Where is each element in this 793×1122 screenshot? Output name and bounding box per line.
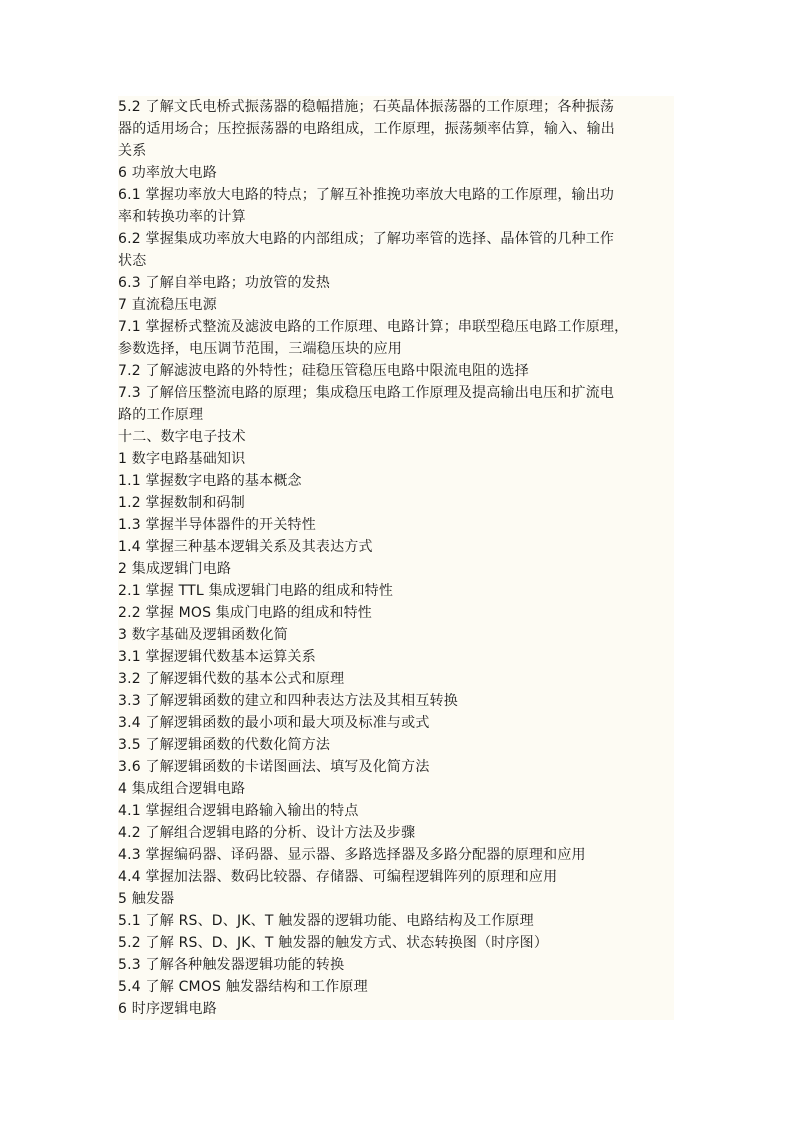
text-line: 1.3 掌握半导体器件的开关特性 (118, 517, 316, 533)
text-line: 7.1 掌握桥式整流及滤波电路的工作原理、电路计算；串联型稳压电路工作原理， (118, 319, 629, 335)
text-line: 参数选择，电压调节范围，三端稳压块的应用 (118, 341, 402, 357)
text-line: 1.4 掌握三种基本逻辑关系及其表达方式 (118, 539, 373, 555)
section-heading: 4 集成组合逻辑电路 (118, 781, 246, 797)
text-line: 5.2 了解文氏电桥式振荡器的稳幅措施；石英晶体振荡器的工作原理；各种振荡 (118, 99, 615, 115)
text-line: 2.1 掌握 TTL 集成逻辑门电路的组成和特性 (118, 583, 394, 599)
section-heading: 1 数字电路基础知识 (118, 451, 246, 467)
text-line: 1.1 掌握数字电路的基本概念 (118, 473, 302, 489)
text-line: 6.3 了解自举电路；功放管的发热 (118, 275, 331, 291)
text-line: 状态 (118, 253, 147, 269)
text-line: 3.1 掌握逻辑代数基本运算关系 (118, 649, 316, 665)
text-line: 5.3 了解各种触发器逻辑功能的转换 (118, 957, 345, 973)
text-line: 7.2 了解滤波电路的外特性；硅稳压管稳压电路中限流电阻的选择 (118, 363, 529, 379)
section-heading: 5 触发器 (118, 891, 175, 907)
text-line: 3.2 了解逻辑代数的基本公式和原理 (118, 671, 345, 687)
text-line: 3.5 了解逻辑函数的代数化简方法 (118, 737, 331, 753)
section-heading: 3 数字基础及逻辑函数化简 (118, 627, 288, 643)
text-line: 器的适用场合；压控振荡器的电路组成，工作原理，振荡频率估算，输入、输出 (118, 121, 615, 137)
document-page (118, 96, 674, 1020)
chapter-heading: 十二、数字电子技术 (118, 429, 246, 445)
text-line: 路的工作原理 (118, 407, 204, 423)
text-line: 5.2 了解 RS、D、JK、T 触发器的触发方式、状态转换图（时序图） (118, 935, 549, 951)
text-line: 率和转换功率的计算 (118, 209, 246, 225)
text-line: 3.4 了解逻辑函数的最小项和最大项及标准与或式 (118, 715, 430, 731)
text-line: 7.3 了解倍压整流电路的原理；集成稳压电路工作原理及提高输出电压和扩流电 (118, 385, 615, 401)
text-line: 4.3 掌握编码器、译码器、显示器、多路选择器及多路分配器的原理和应用 (118, 847, 586, 863)
section-heading: 6 功率放大电路 (118, 165, 217, 181)
text-line: 5.1 了解 RS、D、JK、T 触发器的逻辑功能、电路结构及工作原理 (118, 913, 534, 929)
text-line: 3.3 了解逻辑函数的建立和四种表达方法及其相互转换 (118, 693, 458, 709)
text-line: 4.4 掌握加法器、数码比较器、存储器、可编程逻辑阵列的原理和应用 (118, 869, 558, 885)
text-line: 6.2 掌握集成功率放大电路的内部组成；了解功率管的选择、晶体管的几种工作 (118, 231, 615, 247)
text-line: 2.2 掌握 MOS 集成门电路的组成和特性 (118, 605, 372, 621)
text-line: 4.2 了解组合逻辑电路的分析、设计方法及步骤 (118, 825, 416, 841)
text-line: 5.4 了解 CMOS 触发器结构和工作原理 (118, 979, 368, 995)
section-heading: 6 时序逻辑电路 (118, 1001, 217, 1017)
text-line: 6.1 掌握功率放大电路的特点；了解互补推挽功率放大电路的工作原理，输出功 (118, 187, 615, 203)
text-line: 关系 (118, 143, 147, 159)
section-heading: 7 直流稳压电源 (118, 297, 217, 313)
text-line: 1.2 掌握数制和码制 (118, 495, 245, 511)
text-line: 3.6 了解逻辑函数的卡诺图画法、填写及化简方法 (118, 759, 430, 775)
text-line: 4.1 掌握组合逻辑电路输入输出的特点 (118, 803, 359, 819)
section-heading: 2 集成逻辑门电路 (118, 561, 232, 577)
